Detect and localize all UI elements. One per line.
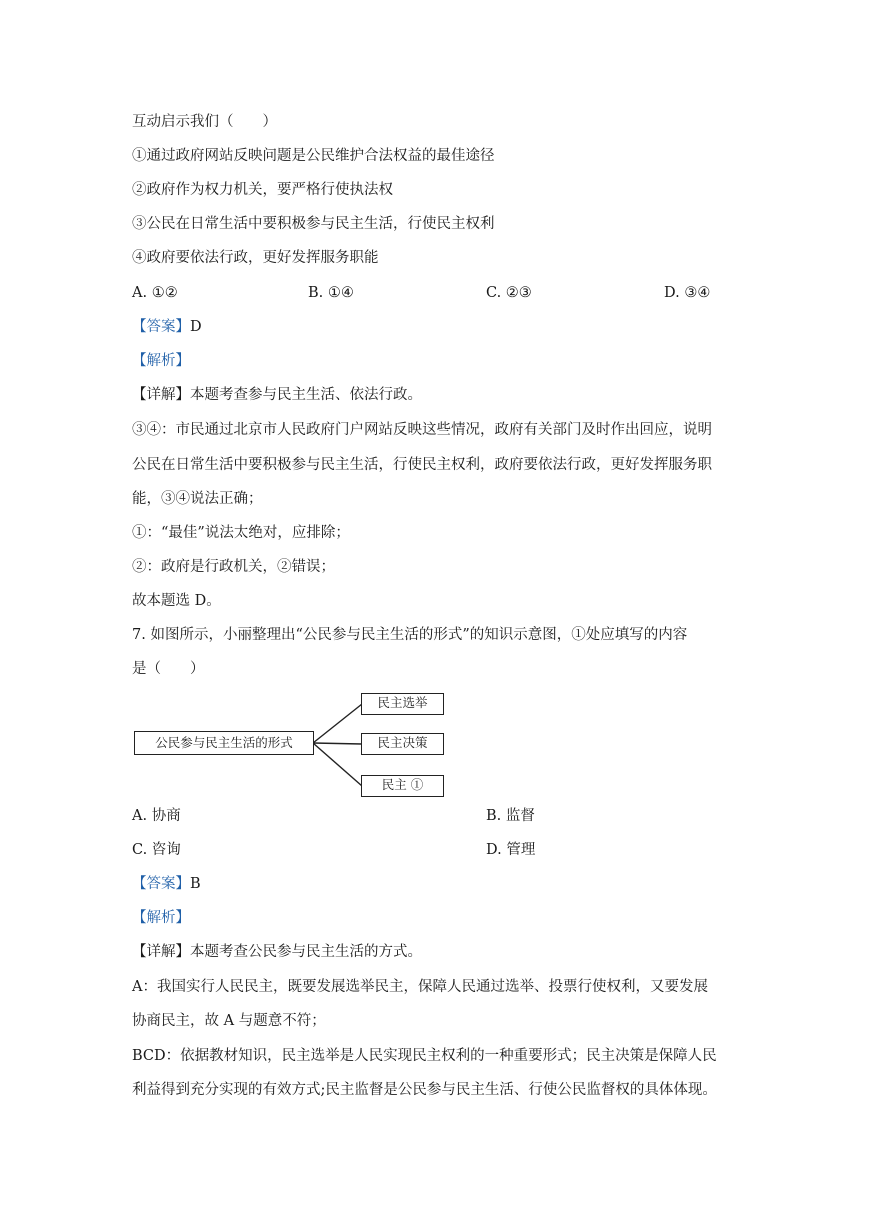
analysis-tag: 【解析】 bbox=[132, 910, 190, 926]
diagram-root-box: 公民参与民主生活的形式 bbox=[134, 731, 314, 755]
q7-answer-line bbox=[132, 874, 201, 894]
q6-explain-5: ②：政府是行政机关，②错误； bbox=[132, 559, 335, 575]
q6-option-b: B. ①④ bbox=[308, 285, 354, 301]
detail-tag: 【详解】 bbox=[132, 387, 190, 403]
q6-answer: D bbox=[190, 319, 202, 335]
q7-option-c: C. 咨询 bbox=[132, 842, 181, 858]
q7-stem-1: 7. 如图所示，小丽整理出“公民参与民主生活的形式”的知识示意图，①处应填写的内容 bbox=[132, 627, 688, 643]
q7-stem-2: 是（ ） bbox=[132, 661, 205, 677]
q7-analysis-tag bbox=[132, 908, 190, 928]
q7-explain-2: 协商民主，故 A 与题意不符； bbox=[132, 1013, 326, 1029]
q6-explain-6: 故本题选 D。 bbox=[132, 593, 221, 609]
q7-explain-4: 利益得到充分实现的有效方式;民主监督是公民参与民主生活、行使公民监督权的具体体现。 bbox=[132, 1082, 717, 1098]
q6-statement-2: ②政府作为权力机关，要严格行使执法权 bbox=[132, 182, 393, 198]
q6-statement-3: ③公民在日常生活中要积极参与民主生活，行使民主权利 bbox=[132, 216, 495, 232]
diagram-branch-1: 民主选举 bbox=[361, 693, 444, 715]
connector-middle bbox=[313, 743, 362, 744]
q7-diagram bbox=[132, 690, 452, 802]
q7-option-a: A. 协商 bbox=[132, 808, 181, 824]
q7-explain-1: A：我国实行人民民主，既要发展选举民主，保障人民通过选举、投票行使权利，又要发展 bbox=[132, 979, 708, 995]
q7-option-d: D. 管理 bbox=[486, 842, 536, 858]
answer-tag: 【答案】 bbox=[132, 319, 190, 335]
q7-option-b: B. 监督 bbox=[486, 808, 535, 824]
q6-option-a: A. ①② bbox=[132, 285, 178, 301]
q6-explain-3: 能，③④说法正确； bbox=[132, 491, 263, 507]
q6-stem-end: 互动启示我们（ ） bbox=[132, 114, 277, 130]
answer-tag: 【答案】 bbox=[132, 876, 190, 892]
q6-detail-line bbox=[132, 385, 422, 405]
analysis-tag: 【解析】 bbox=[132, 353, 190, 369]
q6-option-c: C. ②③ bbox=[486, 285, 532, 301]
q6-statement-4: ④政府要依法行政，更好发挥服务职能 bbox=[132, 250, 379, 266]
q6-explain-4: ①：“最佳”说法太绝对，应排除； bbox=[132, 525, 350, 541]
q6-statement-1: ①通过政府网站反映问题是公民维护合法权益的最佳途径 bbox=[132, 148, 495, 164]
diagram-branch-2: 民主决策 bbox=[361, 733, 444, 755]
q6-explain-2: 公民在日常生活中要积极参与民主生活，行使民主权利，政府要依法行政，更好发挥服务职 bbox=[132, 457, 712, 473]
q7-detail-line bbox=[132, 942, 422, 962]
q7-answer: B bbox=[190, 876, 201, 892]
connector-bottom bbox=[313, 743, 362, 786]
diagram-branch-3: 民主 ① bbox=[361, 775, 444, 797]
q6-answer-line bbox=[132, 317, 202, 337]
connector-top bbox=[313, 704, 362, 743]
q6-explain-1: ③④：市民通过北京市人民政府门户网站反映这些情况，政府有关部门及时作出回应，说明 bbox=[132, 422, 712, 438]
q6-analysis-tag bbox=[132, 351, 190, 371]
q6-detail-text: 本题考查参与民主生活、依法行政。 bbox=[190, 387, 422, 403]
q6-option-d: D. ③④ bbox=[664, 285, 711, 301]
detail-tag: 【详解】 bbox=[132, 944, 190, 960]
q7-explain-3: BCD：依据教材知识，民主选举是人民实现民主权利的一种重要形式；民主决策是保障人民 bbox=[132, 1048, 717, 1064]
q7-detail-text: 本题考查公民参与民主生活的方式。 bbox=[190, 944, 422, 960]
